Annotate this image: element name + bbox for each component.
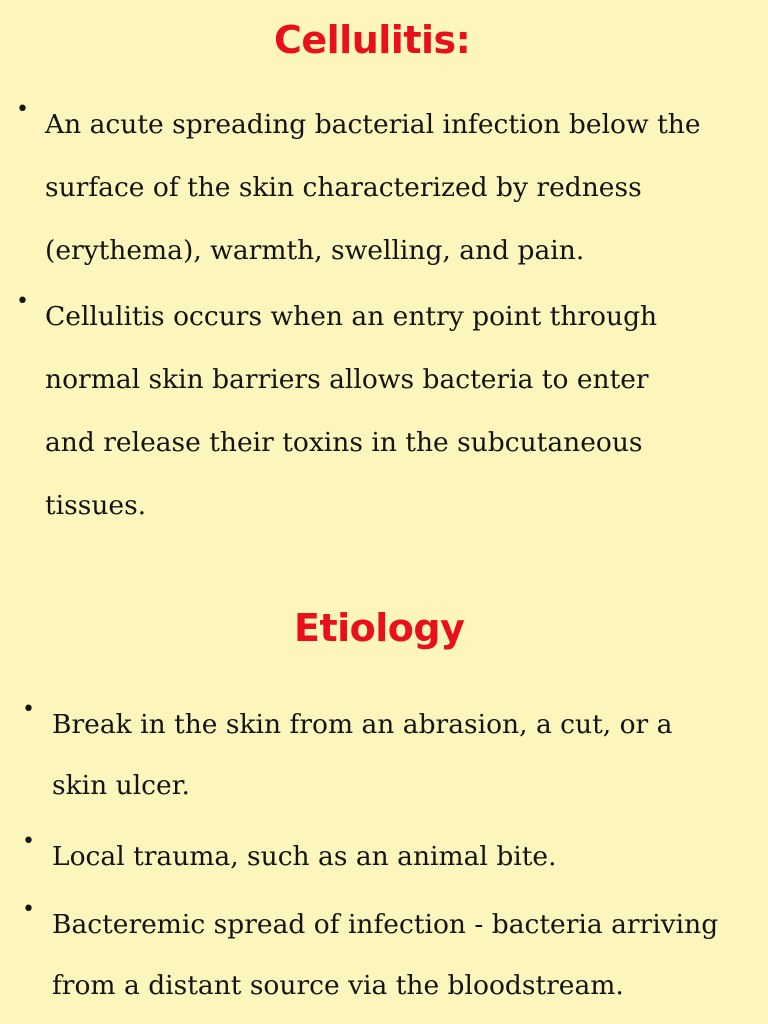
bullet-dot: • [16, 289, 29, 314]
bullet-line: An acute spreading bacterial infection below the [45, 109, 701, 140]
bullet-skin-break [52, 694, 672, 816]
section-title-etiology: Etiology [294, 606, 465, 650]
bullet-dot: • [16, 97, 29, 122]
bullet-bacteremic-spread [52, 894, 718, 1016]
bullet-line: Break in the skin from an abrasion, a cut, or a [52, 709, 673, 740]
bullet-line: skin ulcer. [52, 770, 190, 801]
bullet-dot: • [22, 897, 35, 922]
bullet-dot: • [22, 829, 35, 854]
bullet-local-trauma [52, 826, 557, 887]
bullet-line: tissues. [45, 490, 147, 521]
bullet-line: Local trauma, such as an animal bite. [52, 841, 557, 872]
bullet-line: from a distant source via the bloodstream. [52, 970, 624, 1001]
bullet-line: and release their toxins in the subcutaneous [45, 427, 643, 458]
bullet-line: Bacteremic spread of infection - bacteria arriving [52, 909, 719, 940]
bullet-definition [45, 93, 701, 282]
bullet-mechanism [45, 285, 657, 537]
bullet-line: Cellulitis occurs when an entry point through [45, 301, 658, 332]
section-title-cellulitis: Cellulitis: [274, 18, 471, 62]
bullet-dot: • [22, 697, 35, 722]
bullet-line: surface of the skin characterized by redness [45, 172, 642, 203]
bullet-line: (erythema), warmth, swelling, and pain. [45, 235, 585, 266]
bullet-line: normal skin barriers allows bacteria to enter [45, 364, 649, 395]
